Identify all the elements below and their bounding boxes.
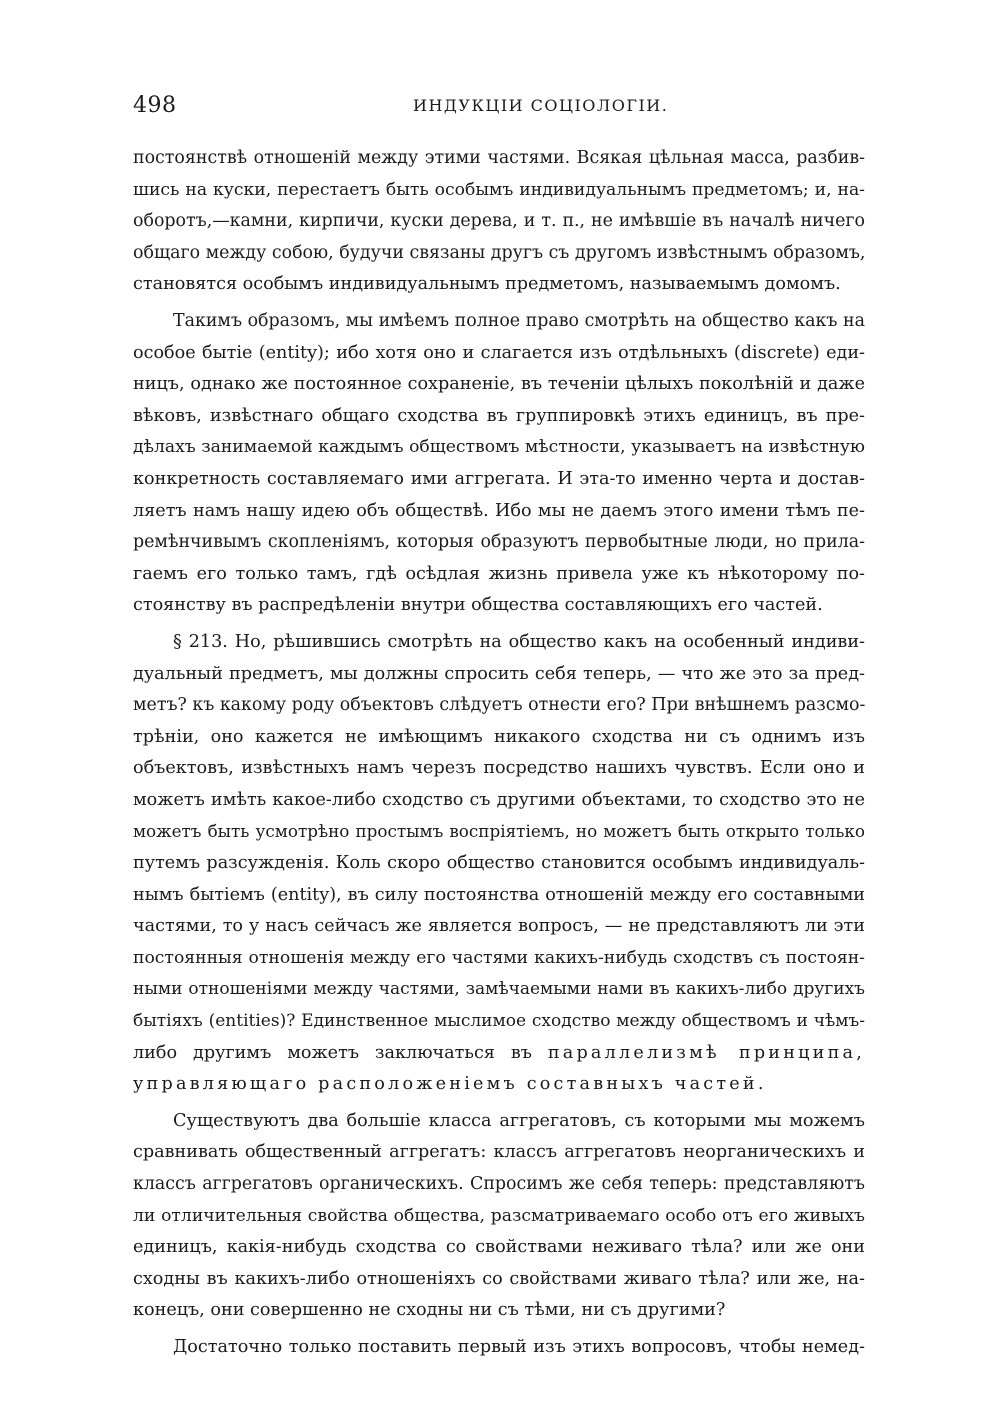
text-line: ляетъ намъ нашу идею объ обществѣ. Ибо мы не даемъ этого имени тѣмъ пе- bbox=[133, 500, 865, 521]
paragraph bbox=[133, 1332, 865, 1364]
text-line: особое бытіе (entity); ибо хотя оно и слагается изъ отдѣльныхъ (discrete) еди- bbox=[133, 342, 865, 363]
text-line: нымъ бытіемъ (entity), въ силу постоянства отношеній между его составными bbox=[133, 884, 865, 905]
text-line: ремѣнчивымъ скопленіямъ, которыя образуютъ первобытные люди, но прила- bbox=[133, 532, 865, 553]
text-line: Существуютъ два большіе класса аггрегатовъ, съ которыми мы можемъ bbox=[173, 1110, 865, 1131]
text-line: Достаточно только поставить первый изъ этихъ вопросовъ, чтобы немед- bbox=[173, 1336, 865, 1357]
text-line: можетъ имѣть какое-либо сходство съ другими объектами, то сходство это не bbox=[133, 789, 865, 810]
text-line: конкретность составляемаго ими аггрегата. И эта-то именно черта и достав- bbox=[133, 468, 865, 489]
text-line: дѣлахъ занимаемой каждымъ обществомъ мѣстности, указываетъ на извѣстную bbox=[133, 437, 865, 458]
emphasis-spaced-text: параллелизмѣ принципа, bbox=[547, 1042, 866, 1063]
text-line: единицъ, какія-нибудь сходства со свойствами неживаго тѣла? или же они bbox=[133, 1237, 865, 1258]
section-213-first-line: § 213. Но, рѣшившись смотрѣть на общество какъ на особенный индиви- bbox=[173, 631, 865, 652]
text-line: гаемъ его только тамъ, гдѣ осѣдлая жизнь привела уже къ нѣкоторому по- bbox=[133, 563, 865, 584]
paragraph bbox=[133, 143, 865, 301]
text-line: дуальный предметъ, мы должны спросить себя теперь, — что же это за пред- bbox=[133, 663, 865, 684]
text-line: постоянныя отношенія между его частями какихъ-нибудь сходствъ съ постоян- bbox=[133, 947, 865, 968]
text-line-spaced bbox=[133, 1038, 865, 1070]
text-line: становятся особымъ индивидуальнымъ предметомъ, называемымъ домомъ. bbox=[133, 274, 841, 295]
text-line: сравнивать общественный аггрегатъ: классъ аггрегатовъ неорганическихъ и bbox=[133, 1142, 865, 1163]
text-line: путемъ разсужденія. Коль скоро общество становится особымъ индивидуаль- bbox=[133, 853, 865, 874]
text-line: общаго между собою, будучи связаны другъ съ другомъ извѣстнымъ образомъ, bbox=[133, 242, 866, 263]
text-line: трѣніи, оно кажется не имѣющимъ никакого сходства ни съ однимъ изъ bbox=[133, 726, 865, 747]
running-head bbox=[133, 93, 865, 123]
paragraph bbox=[133, 1106, 865, 1327]
text-line: ными отношеніями между частями, замѣчаемыми нами въ какихъ-либо другихъ bbox=[133, 979, 865, 1000]
body-text bbox=[133, 143, 865, 1364]
text-line: стоянству въ распредѣленіи внутри общества составляющихъ его частей. bbox=[133, 595, 823, 616]
text-line: объектовъ, извѣстныхъ намъ черезъ посредство нашихъ чувствъ. Если оно и bbox=[133, 758, 865, 779]
text-line: постоянствѣ отношеній между этими частями. Всякая цѣльная масса, разбив- bbox=[133, 148, 865, 168]
text-line: частями, то у насъ сейчасъ же является вопросъ, — не представляютъ ли эти bbox=[133, 916, 865, 937]
paragraph bbox=[133, 306, 865, 622]
emphasis-spaced-text: управляющаго расположеніемъ составныхъ частей. bbox=[133, 1074, 767, 1095]
text-line: бытіяхъ (entities)? Единственное мыслимое сходство между обществомъ и чѣмъ- bbox=[133, 1011, 865, 1032]
text-line: классъ аггрегатовъ органическихъ. Спросимъ же себя теперь: представляютъ bbox=[133, 1174, 865, 1194]
running-title: ИНДУКЦІИ СОЦІОЛОГІИ. bbox=[413, 96, 669, 115]
text-line: конецъ, они совершенно не сходны ни съ тѣми, ни съ другими? bbox=[133, 1300, 726, 1321]
text-fragment: либо другимъ можетъ заключаться въ bbox=[133, 1042, 548, 1063]
text-line: сходны въ какихъ-либо отношеніяхъ со свойствами живаго тѣла? или же, на- bbox=[133, 1268, 865, 1289]
text-line: Такимъ образомъ, мы имѣемъ полное право смотрѣть на общество какъ на bbox=[173, 310, 865, 331]
text-line: оборотъ,—камни, кирпичи, куски дерева, и т. п., не имѣвшіе въ началѣ ничего bbox=[133, 211, 865, 232]
text-line: ли отличительныя свойства общества, разсматриваемаго особо отъ его живыхъ bbox=[133, 1205, 865, 1226]
section-213-paragraph bbox=[133, 627, 865, 1101]
text-line: метъ? къ какому роду объектовъ слѣдуетъ отнести его? При внѣшнемъ разсмо- bbox=[133, 695, 866, 716]
text-line: шись на куски, перестаетъ быть особымъ индивидуальнымъ предметомъ; и, на- bbox=[133, 179, 865, 200]
text-line: вѣковъ, извѣстнаго общаго сходства въ группировкѣ этихъ единицъ, въ пре- bbox=[133, 405, 865, 426]
text-line: можетъ быть усмотрѣно простымъ воспріятіемъ, но можетъ быть открыто только bbox=[133, 821, 865, 842]
page-number: 498 bbox=[133, 93, 177, 118]
text-line: ницъ, однако же постоянное сохраненіе, въ теченіи цѣлыхъ поколѣній и даже bbox=[133, 374, 865, 395]
